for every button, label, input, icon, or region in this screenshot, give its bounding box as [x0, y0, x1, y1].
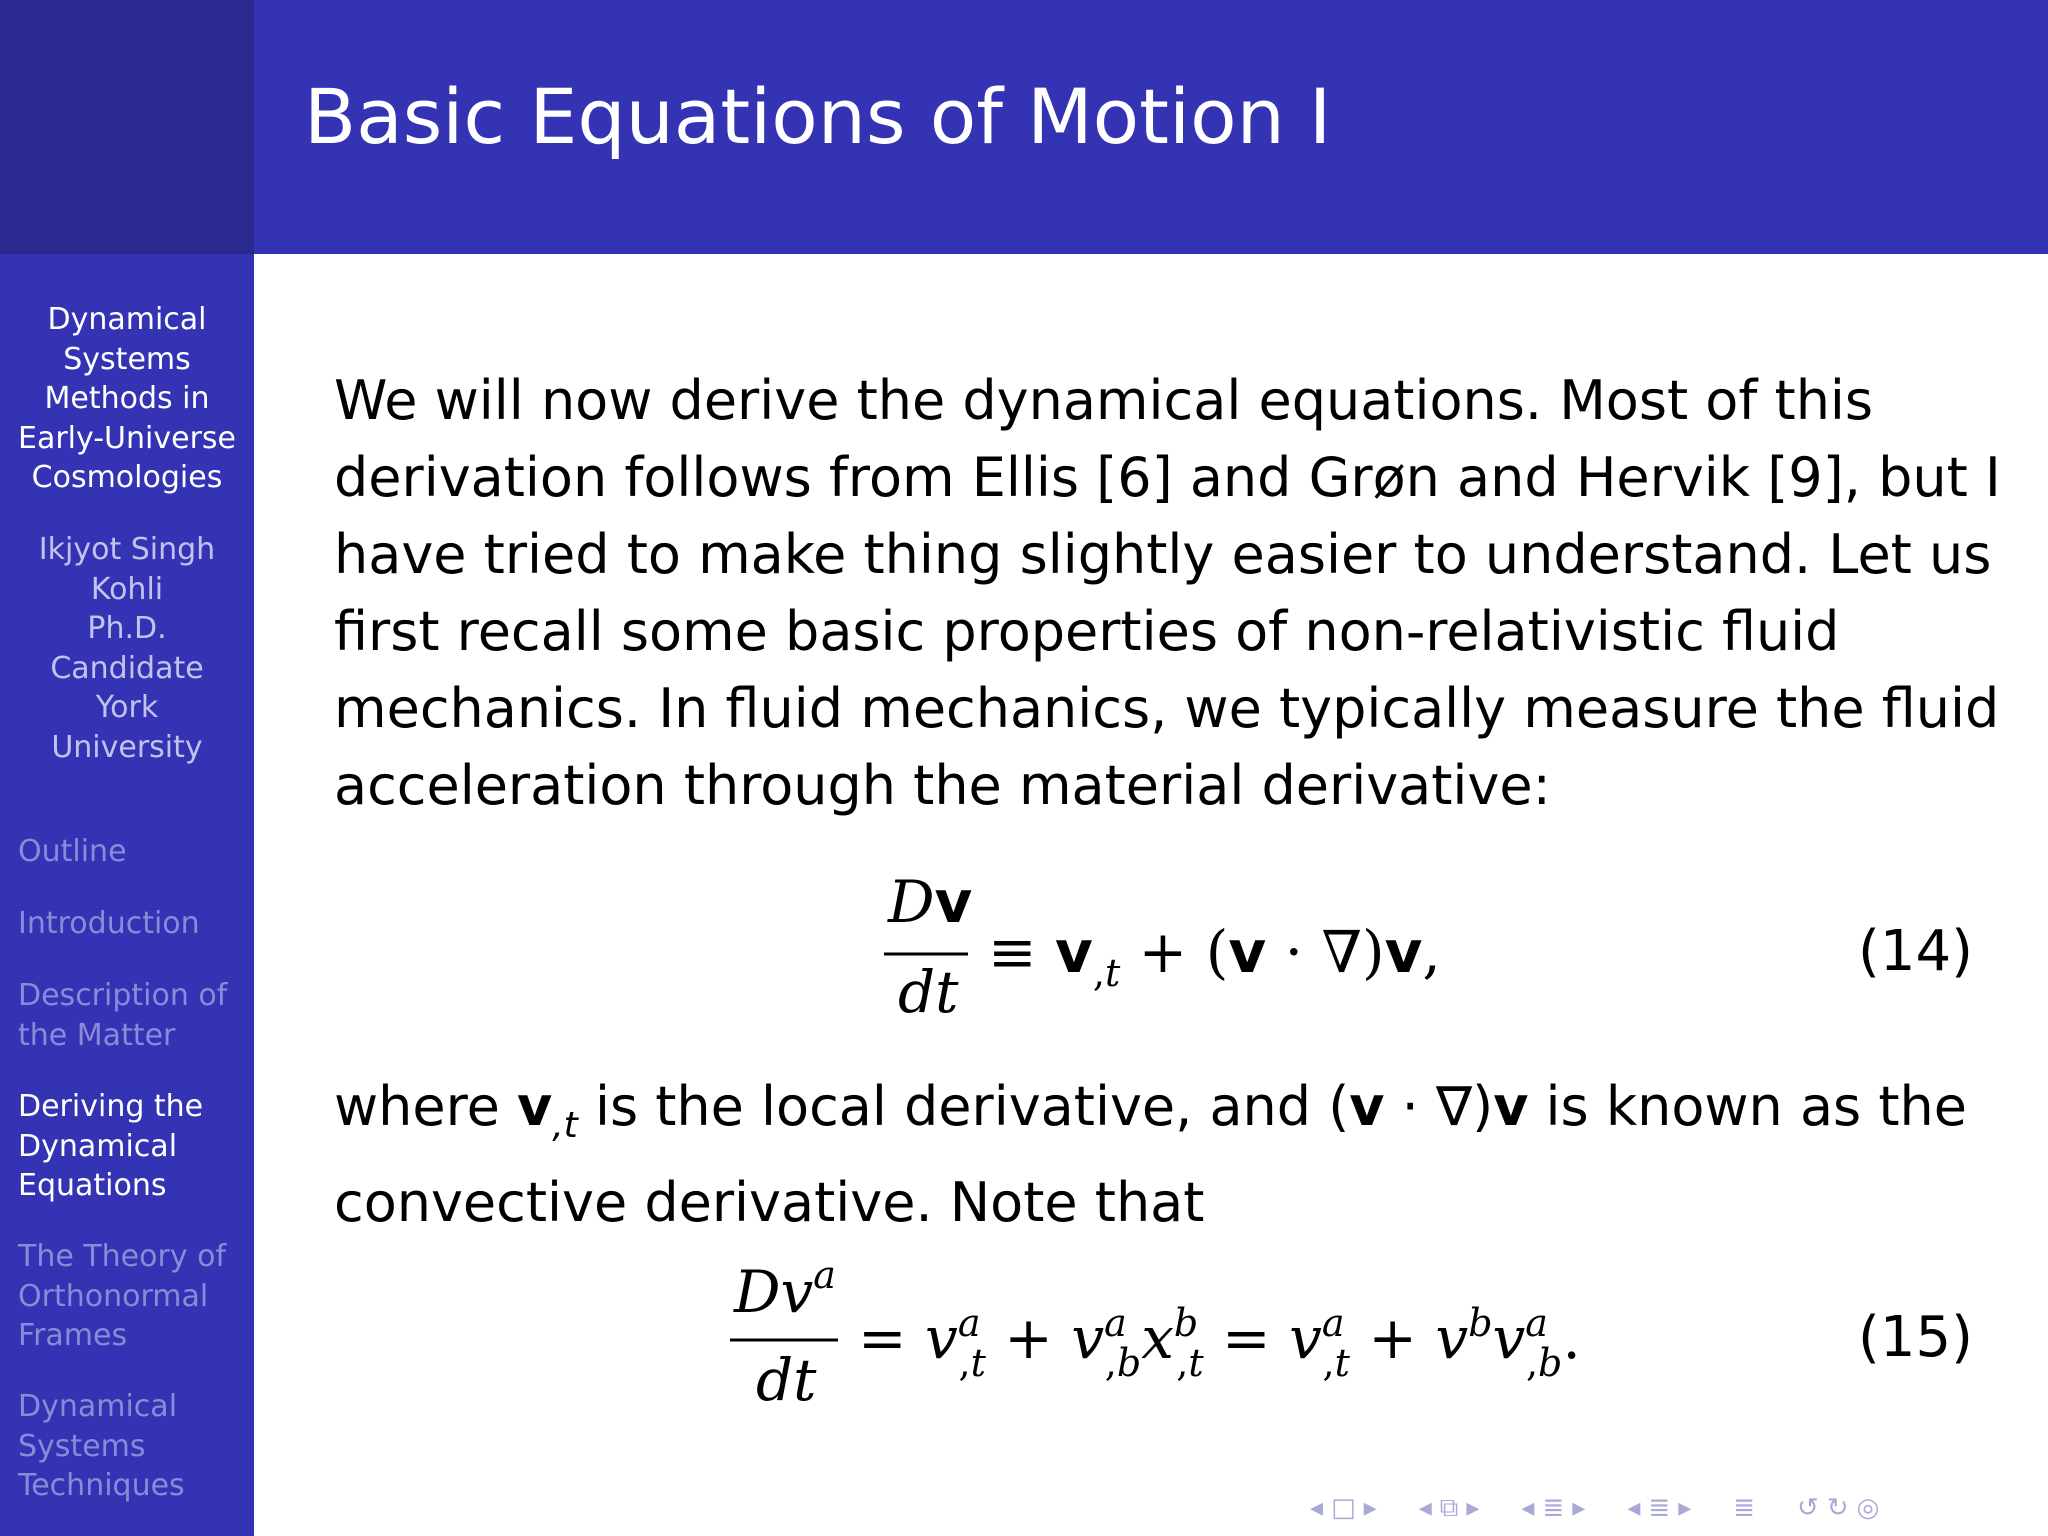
equation-number: (15) [1858, 1305, 1973, 1370]
equation-number: (14) [1858, 919, 1973, 984]
nav-next-subsection-icon[interactable]: ▸ [1466, 1493, 1480, 1523]
nav-prev-frame-icon[interactable]: ◂ [1310, 1493, 1324, 1523]
section-icon[interactable]: ≣ [1542, 1493, 1565, 1523]
nav-next-document-icon[interactable]: ▸ [1678, 1493, 1692, 1523]
sidebar-item-label: Dynamical [18, 1128, 178, 1164]
sidebar-item-label: Systems [18, 1428, 146, 1464]
author-line: Ph.D. [87, 611, 167, 646]
paragraph-line: derivation follows from Ellis [6] and Grøn and Hervik [9], but I [334, 446, 2001, 509]
paragraph-intro [334, 362, 2001, 824]
navigation-bar [1310, 1488, 2030, 1528]
sidebar-item-label: The Theory of [18, 1239, 227, 1274]
forward-icon[interactable]: ↻ [1826, 1493, 1849, 1523]
presentation-title-line: Cosmologies [31, 460, 223, 495]
sidebar-item-label: Frames [18, 1318, 128, 1353]
document-icon[interactable]: ≣ [1648, 1493, 1671, 1523]
math-glyph: dt [756, 1346, 817, 1414]
paragraph-text: is the local derivative, and [577, 1075, 1329, 1138]
slide-header [254, 0, 2048, 254]
paragraph-text: is known as the [1528, 1075, 1967, 1138]
paragraph-text: where [334, 1075, 518, 1138]
presentation-title-line: Methods in [44, 381, 210, 416]
author-line: University [51, 729, 203, 765]
equation-14 [884, 868, 1973, 1026]
sidebar-item-label: Description of [18, 978, 228, 1013]
page-title: Basic Equations of Motion I [304, 72, 1332, 161]
math-glyph: = $v^a$ $,t + v^a$ $,bx^b$ $,t = v^a$ $,t + v^bv^a$ ,b. [858, 1301, 1581, 1385]
paragraph-line: first recall some basic properties of non-relativistic fluid [334, 600, 1840, 663]
sidebar-item-deriving-the-dynamical-equations[interactable] [0, 1087, 254, 1206]
math-glyph: ≡ $v_,t + (v \cdot \nabla)v$, [988, 918, 1441, 995]
sidebar-item-label: Equations [18, 1168, 167, 1203]
presentation-title-line: Early-Universe [18, 420, 236, 456]
math-glyph: dt [898, 958, 959, 1026]
author-line: Ikjyot Singh [38, 532, 216, 567]
nav-next-section-icon[interactable]: ▸ [1572, 1493, 1586, 1523]
nav-prev-document-icon[interactable]: ◂ [1627, 1493, 1641, 1523]
sidebar-item-outline[interactable] [0, 832, 254, 872]
author-line: Kohli [90, 571, 164, 607]
presentation-title-line: Systems [63, 341, 191, 377]
paragraph-line: mechanics. In fluid mechanics, we typically measure the fluid [334, 677, 2000, 740]
sidebar-item-label: Orthonormal [18, 1278, 209, 1314]
presentation-title[interactable] [0, 300, 254, 498]
back-icon[interactable]: ↺ [1797, 1493, 1819, 1523]
frame-icon[interactable]: □ [1331, 1493, 1356, 1523]
sidebar-item-label: Outline [18, 834, 127, 869]
author-line: York [95, 690, 159, 725]
sidebar-item-label: the Matter [18, 1017, 176, 1053]
math-glyph: Dv$^a$ [734, 1253, 836, 1326]
sidebar-item-label: Introduction [18, 906, 200, 941]
paragraph-convective [334, 1068, 1967, 1241]
appendix-icon[interactable]: ≣ [1733, 1493, 1756, 1523]
sidebar-item-label: Techniques [18, 1468, 185, 1503]
nav-prev-section-icon[interactable]: ◂ [1521, 1493, 1535, 1523]
math-inline: (v · ∇)v [1328, 1075, 1529, 1138]
paragraph-line [334, 1068, 1967, 1164]
paragraph-line: acceleration through the material derivative: [334, 754, 1551, 817]
math-inline: $v_{,t}$ [517, 1075, 578, 1146]
sidebar-item-label: Deriving the [18, 1089, 204, 1124]
sidebar-item-dynamical-systems-techniques[interactable] [0, 1387, 254, 1506]
sidebar-item-label: Dynamical [18, 1389, 178, 1424]
paragraph-line: convective derivative. Note that [334, 1170, 1205, 1234]
nav-prev-subsection-icon[interactable]: ◂ [1418, 1493, 1432, 1523]
sidebar [0, 0, 254, 1536]
sidebar-item-description-of-the-matter[interactable] [0, 976, 254, 1055]
paragraph-line: We will now derive the dynamical equations. Most of this [334, 369, 1874, 432]
sidebar-item-introduction[interactable] [0, 904, 254, 944]
search-icon[interactable]: ◎ [1856, 1493, 1880, 1523]
math-glyph: Dv [888, 868, 973, 936]
sidebar-item-theory-of-orthonormal-frames[interactable] [0, 1237, 254, 1356]
subsection-icon[interactable]: ⧉ [1439, 1492, 1459, 1523]
sidebar-top-block [0, 0, 254, 254]
author-line: Candidate [50, 650, 204, 686]
equation-15 [730, 1253, 1973, 1414]
presentation-title-line: Dynamical [47, 302, 207, 337]
nav-next-frame-icon[interactable]: ▸ [1363, 1493, 1377, 1523]
paragraph-line: have tried to make thing slightly easier to understand. Let us [334, 523, 1992, 586]
author-info [0, 530, 254, 767]
